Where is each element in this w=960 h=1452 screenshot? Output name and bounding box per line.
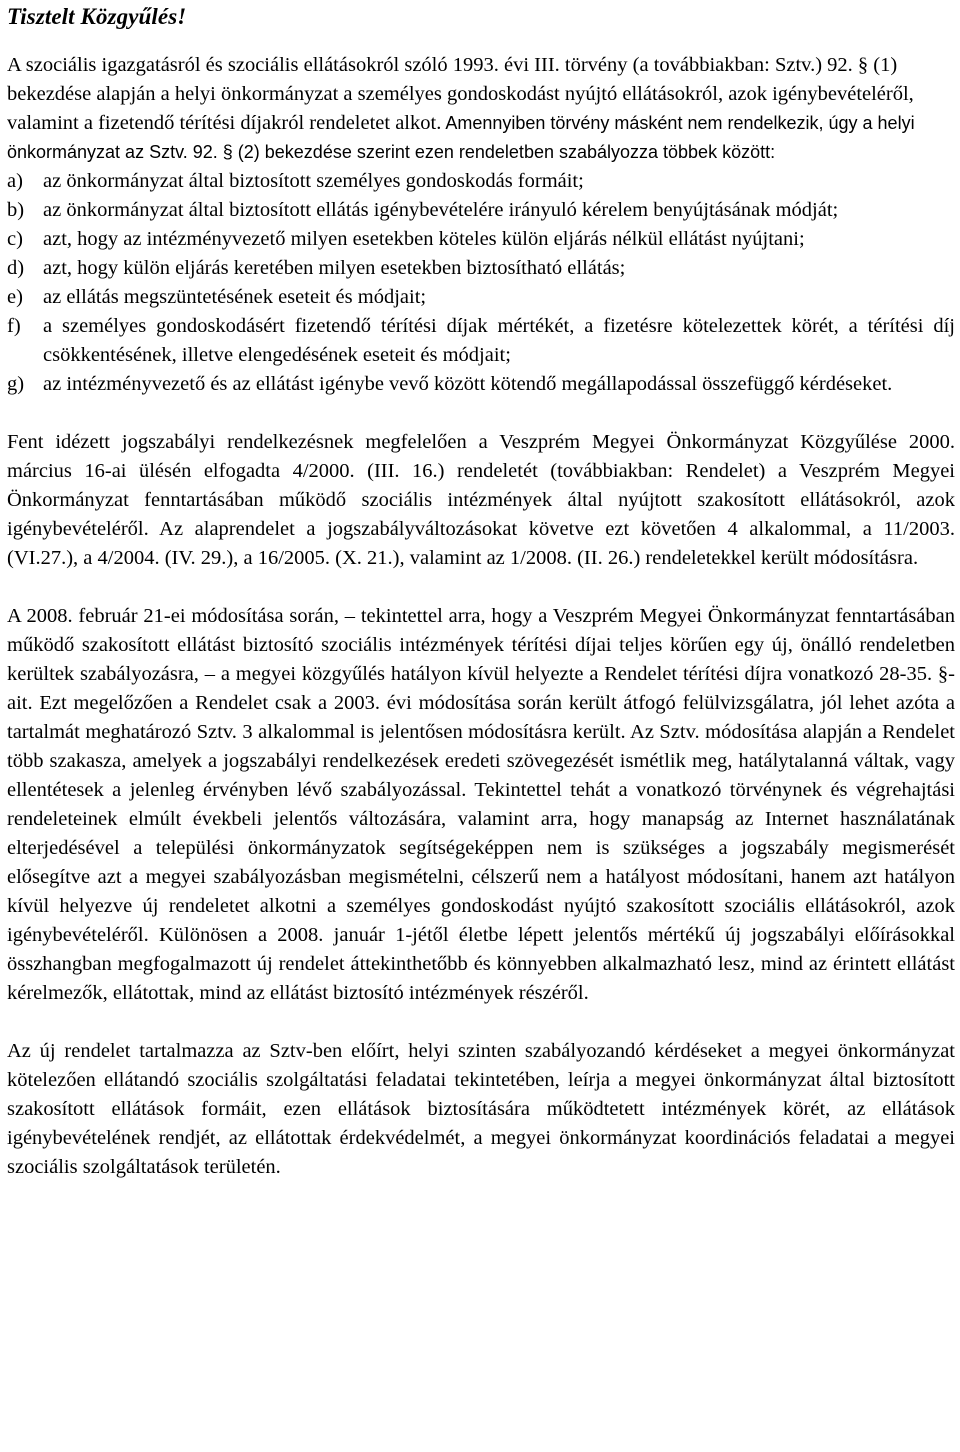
list-item <box>7 283 955 312</box>
list-item-text: az intézményvezető és az ellátást igénybe vevő között kötendő megállapodással összefüggő kérdéseket. <box>43 373 893 395</box>
intro-text-sans: Amennyiben törvény másként nem rendelkezik, úgy a helyi önkormányzat az Sztv. 92. § (2) bekezdése szerint ezen rendeletben szabályozza többek között: <box>7 113 915 162</box>
list-marker: f) <box>7 315 21 337</box>
list-item-text: az ellátás megszüntetésének eseteit és módjait; <box>43 286 427 308</box>
list-marker: g) <box>7 373 25 395</box>
list-item <box>7 225 955 254</box>
body-paragraph-3: Az új rendelet tartalmazza az Sztv-ben előírt, helyi szinten szabályozandó kérdéseket a megyei önkormányzat kötelezően ellátandó szociális szolgáltatási feladatai tekintetében, leírja a megyei önkormányzat által biztosított szakosított ellátások formáit, ezen ellátások biztosítására működtetett intézmények körét, az ellátások igénybevételének rendjét, az ellátottak érdekvédelmét, a megyei önkormányzat koordinációs feladatai a megyei szociális szolgáltatások területén. <box>7 1040 955 1178</box>
body-paragraph-1: Fent idézett jogszabályi rendelkezésnek megfelelően a Veszprém Megyei Önkormányzat Közgyűlése 2000. március 16-ai ülésén elfogadta 4/2000. (III. 16.) rendeletét (továbbiakban: Rendelet) a Veszprém Megyei Önkormányzat fenntartásában működő szociális intézmények által nyújtott szakosított ellátásokról, azok igénybevételéről. Az alaprendelet a jogszabályváltozásokat követve ezt követően 4 alkalommal, a 11/2003. (VI.27.), a 4/2004. (IV. 29.), a 16/2005. (X. 21.), valamint az 1/2008. (II. 26.) rendeletekkel került módosításra. <box>7 431 955 569</box>
list-marker: c) <box>7 228 23 250</box>
list-marker: a) <box>7 170 23 192</box>
document-page <box>7 0 955 1182</box>
list-item-text: a személyes gondoskodásért fizetendő térítési díjak mértékét, a fizetésre kötelezettek körét, a térítési díj csökkentésének, illetve elengedésének eseteit és módjait; <box>43 315 955 366</box>
list-marker: e) <box>7 286 23 308</box>
list-item-text: az önkormányzat által biztosított személyes gondoskodás formáit; <box>43 170 584 192</box>
intro-paragraph <box>7 51 955 167</box>
regulation-topics-list <box>7 167 955 399</box>
list-item-text: azt, hogy külön eljárás keretében milyen esetekben biztosítható ellátás; <box>43 257 626 279</box>
list-item-text: az önkormányzat által biztosított ellátás igénybevételére irányuló kérelem benyújtásának módját; <box>43 199 839 221</box>
list-item <box>7 312 955 370</box>
list-item <box>7 254 955 283</box>
list-marker: b) <box>7 199 25 221</box>
list-marker: d) <box>7 257 25 279</box>
document-title: Tisztelt Közgyűlés! <box>7 4 187 29</box>
list-item <box>7 196 955 225</box>
list-item <box>7 370 955 399</box>
list-item-text: azt, hogy az intézményvezető milyen esetekben köteles külön eljárás nélkül ellátást nyújtani; <box>43 228 805 250</box>
body-paragraph-2: A 2008. február 21-ei módosítása során, – tekintettel arra, hogy a Veszprém Megyei Önkormányzat fenntartásában működő szakosított ellátást biztosító szociális intézmények térítési díjai teljes körűen egy új, önálló rendeletben kerültek szabályozásra, – a megyei közgyűlés hatályon kívül helyezte a Rendelet térítési díjra vonatkozó 28-35. §-ait. Ezt megelőzően a Rendelet csak a 2003. évi módosítása során került átfogó felülvizsgálatra, jól lehet azóta a tartalmát meghatározó Sztv. 3 alkalommal is jelentősen módosításra került. Az Sztv. módosítása alapján a Rendelet több szakasza, amelyek a jogszabályi rendelkezések eredeti szövegezését ismétlik meg, hatálytalanná váltak, vagy ellentétesek a jelenleg érvényben lévő szabályozással. Tekintettel tehát a vonatkozó törvénynek és végrehajtási rendeleteinek elmúlt évekbeli jelentős változására, valamint arra, hogy manapság az Internet használatának elterjedésével a települési önkormányzatok segítségeképpen nem is szükséges a jogszabály megismerését elősegítve azt a megyei szabályozásban megismételni, célszerű nem a hatályost módosítani, hanem azt hatályon kívül helyezve új rendeletet alkotni a személyes gondoskodást nyújtó szakosított szociális ellátásokról, azok igénybevételéről. Különösen a 2008. január 1-jétől életbe lépett jelentős mértékű új jogszabályi előírásokkal összhangban megfogalmazott új rendelet áttekinthetőbb és könnyebben alkalmazható lesz, mind az érintett ellátást kérelmezők, ellátottak, mind az ellátást biztosító intézmények részéről. <box>7 605 955 1004</box>
intro-text-serif: A szociális igazgatásról és szociális ellátásokról szóló 1993. évi III. törvény (a továbbiakban: Sztv.) 92. § (1) bekezdése alapján a helyi önkormányzat a személyes gondoskodást nyújtó ellátásokról, azok igénybevételéről, valamint a fizetendő térítési díjakról rendeletet alkot. <box>7 54 914 134</box>
list-item <box>7 167 955 196</box>
